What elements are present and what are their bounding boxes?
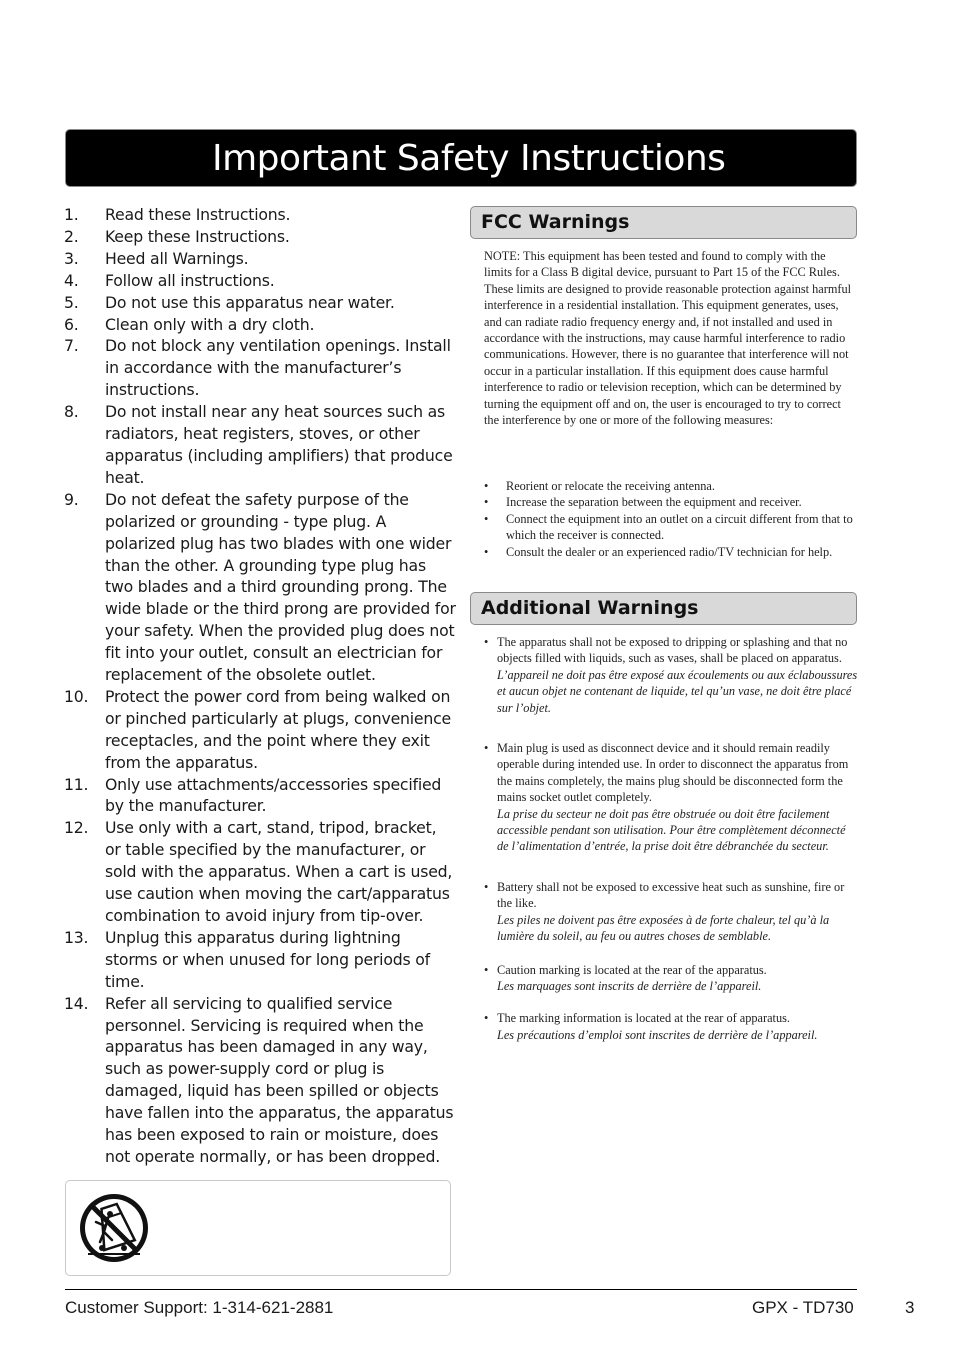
item-text: Unplug this apparatus during lightning storms or when unused for long periods of time. [105, 927, 430, 991]
item-text: Only use attachments/accessories specified by the manufacturer. [105, 774, 442, 816]
warning-en: Caution marking is located at the rear of the apparatus. [497, 962, 767, 977]
warning-fr: Les précautions d’emploi sont inscrites de derrière de l’appareil. [497, 1027, 818, 1042]
item-text: Do not block any ventilation openings. Install in accordance with the manufacturer’s instructions. [105, 336, 451, 400]
list-item: • Caution marking is located at the rear of the apparatus. Les marquages sont inscrits de derrière de l’appareil. [484, 962, 767, 993]
bullet-text: Consult the dealer or an experienced radio/TV technician for help. [506, 544, 833, 559]
list-item: • Increase the separation between the equipment and receiver. [484, 495, 802, 510]
list-item [64, 292, 456, 314]
item-text: Do not use this apparatus near water. [105, 292, 395, 312]
item-number: 4. [64, 270, 79, 290]
item-number: 9. [64, 489, 79, 509]
item-number: 5. [64, 292, 79, 312]
warning-fr: Les piles ne doivent pas être exposées à de forte chaleur, tel qu’à la lumière du soleil, au feu ou autres choses de semblable. [497, 912, 830, 944]
item-number: 1. [64, 205, 79, 224]
cart-tip-over-warning-icon [78, 1192, 150, 1264]
item-number: 13. [64, 927, 89, 947]
bullet-text: Reorient or relocate the receiving antenna. [506, 479, 715, 493]
page-title: Important Safety Instructions [65, 129, 857, 187]
warning-fr: L’appareil ne doit pas être exposé aux écoulements ou aux éclaboussures et aucun objet ne contenant de liquide, tel qu’un vase, ne doit être placé sur l’objet. [497, 667, 858, 715]
page-number: 3 [905, 1298, 915, 1317]
list-item [64, 993, 456, 1168]
item-number: 8. [64, 402, 79, 422]
list-item [64, 927, 456, 993]
fcc-measures-list [484, 478, 856, 560]
list-item [64, 489, 456, 686]
item-text: Read these Instructions. [105, 205, 291, 224]
item-text: Use only with a cart, stand, tripod, bracket, or table specified by the manufacturer, or sold with the apparatus. When a cart is used, use caution when moving the cart/apparatus combination to avoid injury from tip-over. [105, 818, 453, 925]
cart-warning-box [65, 1180, 451, 1276]
item-number: 12. [64, 818, 89, 838]
item-text: Heed all Warnings. [105, 248, 249, 268]
item-text: Keep these Instructions. [105, 226, 290, 246]
bullet-text: Connect the equipment into an outlet on a circuit different from that to which the receiver is connected. [506, 511, 853, 543]
additional-warnings-heading: Additional Warnings [470, 592, 857, 625]
item-text: Clean only with a dry cloth. [105, 314, 315, 334]
safety-instructions-list [64, 204, 456, 1168]
fcc-warnings-heading: FCC Warnings [470, 206, 857, 239]
warning-fr: La prise du secteur ne doit pas être obstruée ou doit être facilement accessible pendant son utilisation. Pour être complètement déconnecté de l’alimentation d’entrée, la prise doit être débranchée du secteur. [497, 806, 846, 854]
list-item: • Reorient or relocate the receiving antenna. [484, 479, 715, 493]
item-number: 6. [64, 314, 79, 334]
list-item: • Consult the dealer or an experienced radio/TV technician for help. [484, 544, 833, 559]
list-item [64, 226, 456, 248]
warning-fr: Les marquages sont inscrits de derrière de l’appareil. [497, 978, 762, 993]
item-number: 3. [64, 248, 79, 268]
bullet-text: Increase the separation between the equipment and receiver. [506, 495, 802, 510]
list-item [64, 774, 456, 818]
list-item: • Connect the equipment into an outlet on a circuit different from that to which the receiver is connected. [484, 511, 856, 544]
item-number: 7. [64, 336, 79, 356]
list-item: • The apparatus shall not be exposed to dripping or splashing and that no objects filled with liquids, such as vases, shall be placed on apparatus. L’appareil ne doit pas être exposé aux écoulements ou aux éclaboussures et aucun objet ne contenant de liquide, tel qu’un vase, ne doit être placé sur l’objet. [484, 635, 858, 715]
model-number: GPX - TD730 [752, 1298, 854, 1317]
additional-warnings-list [484, 634, 858, 1043]
item-number: 10. [64, 686, 89, 706]
list-item [64, 335, 456, 401]
item-number: 11. [64, 774, 89, 794]
warning-en: The apparatus shall not be exposed to dripping or splashing and that no objects filled with liquids, such as vases, shall be placed on apparatus. [497, 635, 848, 666]
list-item: • Battery shall not be exposed to excessive heat such as sunshine, fire or the like. Les piles ne doivent pas être exposées à de forte chaleur, tel qu’à la lumière du soleil, au feu ou autres choses de semblable. [484, 879, 858, 945]
list-item [64, 314, 456, 336]
item-text: Do not install near any heat sources such as radiators, heat registers, stoves, or other apparatus (including amplifiers) that produce heat. [105, 402, 453, 487]
list-item [64, 204, 456, 226]
item-text: Do not defeat the safety purpose of the polarized or grounding - type plug. A polarized plug has two blades with one wider than the other. A grounding type plug has two blades and a third grounding prong. The wide blade or the third prong are provided for your safety. When the provided plug does not fit into your outlet, consult an electrician for replacement of the obsolete outlet. [105, 489, 456, 685]
list-item [64, 248, 456, 270]
item-number: 2. [64, 226, 79, 246]
item-text: Protect the power cord from being walked on or pinched particularly at plugs, convenience receptacles, and the point where they exit from the apparatus. [105, 686, 451, 772]
list-item [64, 270, 456, 292]
item-text: Refer all servicing to qualified service personnel. Servicing is required when the apparatus has been damaged in any way, such as power-supply cord or plug is damaged, liquid has been spilled or objects have fallen into the apparatus, the apparatus has been exposed to rain or moisture, does not operate normally, or has been dropped. [105, 993, 454, 1166]
item-text: Follow all instructions. [105, 270, 275, 290]
warning-en: The marking information is located at the rear of apparatus. [497, 1011, 790, 1026]
list-item [64, 401, 456, 489]
warning-en: Main plug is used as disconnect device and it should remain readily operable during intended use. In order to disconnect the apparatus from the mains completely, the mains plug should be disconnected form the mains socket outlet completely. [497, 741, 849, 805]
list-item: • Main plug is used as disconnect device and it should remain readily operable during intended use. In order to disconnect the apparatus from the mains completely, the mains plug should be disconnected form the mains socket outlet completely. La prise du secteur ne doit pas être obstruée ou doit être facilement accessible pendant son utilisation. Pour être complètement déconnecté de l’alimentation d’entrée, la prise doit être débranchée du secteur. [484, 740, 858, 855]
item-number: 14. [64, 993, 89, 1013]
fcc-note: NOTE: This equipment has been tested and found to comply with the limits for a Class B digital device, pursuant to Part 15 of the FCC Rules. These limits are designed to provide reasonable protection against harmful interference in a residential installation. This equipment generates, uses, and can radiate radio frequency energy and, if not installed and used in accordance with the instructions, may cause harmful interference to radio communications. However, there is no guarantee that interference will not occur in a particular installation. If this equipment does cause harmful interference to radio or television reception, which can be determined by turning the equipment off and on, the user is encouraged to try to correct the interference by one or more of the following measures: [484, 249, 852, 428]
customer-support: Customer Support: 1-314-621-2881 [65, 1298, 334, 1317]
list-item: • The marking information is located at the rear of apparatus. Les précautions d’emploi sont inscrites de derrière de l’appareil. [484, 1011, 818, 1042]
list-item [64, 817, 456, 927]
list-item [64, 686, 456, 774]
warning-en: Battery shall not be exposed to excessive heat such as sunshine, fire or the like. [497, 879, 845, 911]
footer-divider [65, 1289, 857, 1290]
